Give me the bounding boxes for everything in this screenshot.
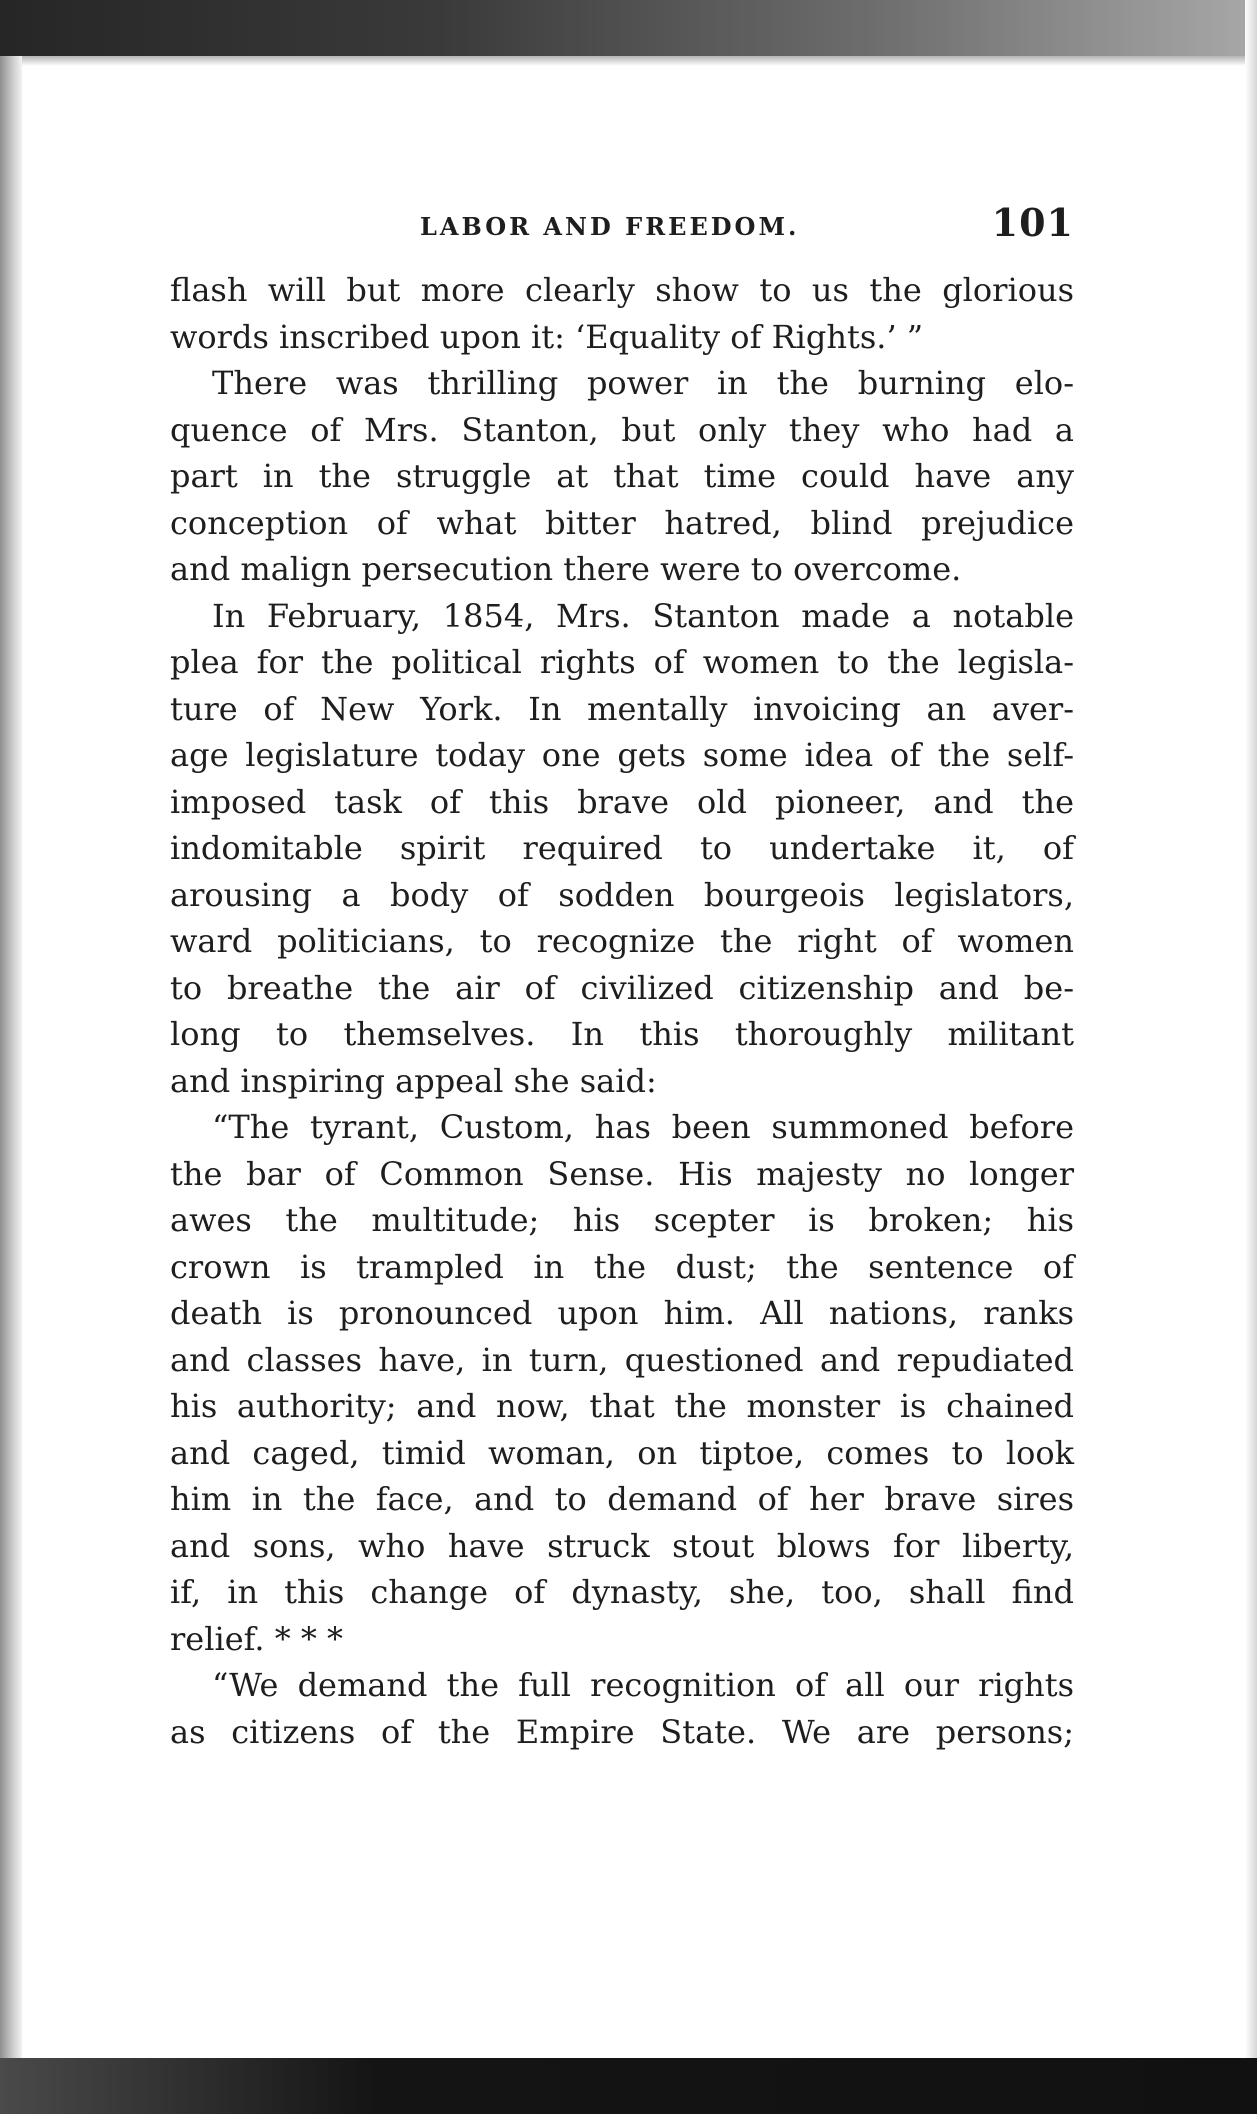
- text-line: In February, 1854, Mrs. Stanton made a notable: [212, 596, 1074, 635]
- text-line: his authority; and now, that the monster is chained: [170, 1387, 1074, 1425]
- text-line: awes the multitude; his scepter is broken; his: [170, 1201, 1074, 1239]
- text-line: age legislature today one gets some idea of the self-: [170, 736, 1074, 774]
- scan-shadow-top: [0, 56, 1257, 66]
- text-line: quence of Mrs. Stanton, but only they who had a: [170, 410, 1074, 449]
- text-line: ward politicians, to recognize the right of women: [170, 922, 1074, 960]
- text-line: part in the struggle at that time could have any: [170, 457, 1074, 495]
- text-line: “We demand the full recognition of all our rights: [212, 1666, 1074, 1704]
- text-line: relief. * * *: [170, 1619, 344, 1658]
- body-text: [170, 267, 1074, 1755]
- text-line: plea for the political rights of women to the legisla-: [170, 643, 1074, 681]
- text-line: and caged, timid woman, on tiptoe, comes to look: [170, 1433, 1074, 1472]
- text-line: crown is trampled in the dust; the sentence of: [170, 1247, 1074, 1286]
- text-line: as citizens of the Empire State. We are persons;: [170, 1712, 1074, 1751]
- text-line: flash will but more clearly show to us the glorious: [170, 271, 1074, 309]
- text-line: long to themselves. In this thoroughly militant: [170, 1015, 1074, 1053]
- text-line: conception of what bitter hatred, blind prejudice: [170, 503, 1074, 542]
- text-line: There was thrilling power in the burning elo-: [212, 364, 1074, 402]
- text-line: and malign persecution there were to overcome.: [170, 550, 962, 588]
- text-line: words inscribed upon it: ‘Equality of Rights.’ ”: [170, 317, 924, 356]
- running-head: LABOR AND FREEDOM.: [420, 212, 800, 241]
- text-line: “The tyrant, Custom, has been summoned before: [212, 1108, 1074, 1146]
- scan-border-top: [0, 0, 1257, 56]
- page-number: 101: [991, 200, 1074, 245]
- text-line: the bar of Common Sense. His majesty no longer: [170, 1154, 1074, 1193]
- text-line: ture of New York. In mentally invoicing an aver-: [170, 689, 1074, 728]
- text-line: arousing a body of sodden bourgeois legislators,: [170, 875, 1074, 914]
- text-line: to breathe the air of civilized citizenship and be-: [170, 968, 1074, 1007]
- page-header: [170, 200, 1074, 250]
- text-line: him in the face, and to demand of her brave sires: [170, 1480, 1074, 1518]
- text-line: and sons, who have struck stout blows for liberty,: [170, 1526, 1074, 1565]
- scan-border-bottom: [0, 2058, 1257, 2114]
- text-line: indomitable spirit required to undertake it, of: [170, 829, 1074, 867]
- text-line: death is pronounced upon him. All nations, ranks: [170, 1294, 1074, 1332]
- scan-border-right: [1245, 0, 1257, 2114]
- text-line: imposed task of this brave old pioneer, and the: [170, 782, 1074, 821]
- scan-border-left: [0, 56, 22, 2066]
- text-line: if, in this change of dynasty, she, too, shall find: [170, 1573, 1074, 1611]
- text-line: and inspiring appeal she said:: [170, 1061, 657, 1100]
- text-line: and classes have, in turn, questioned and repudiated: [170, 1340, 1074, 1379]
